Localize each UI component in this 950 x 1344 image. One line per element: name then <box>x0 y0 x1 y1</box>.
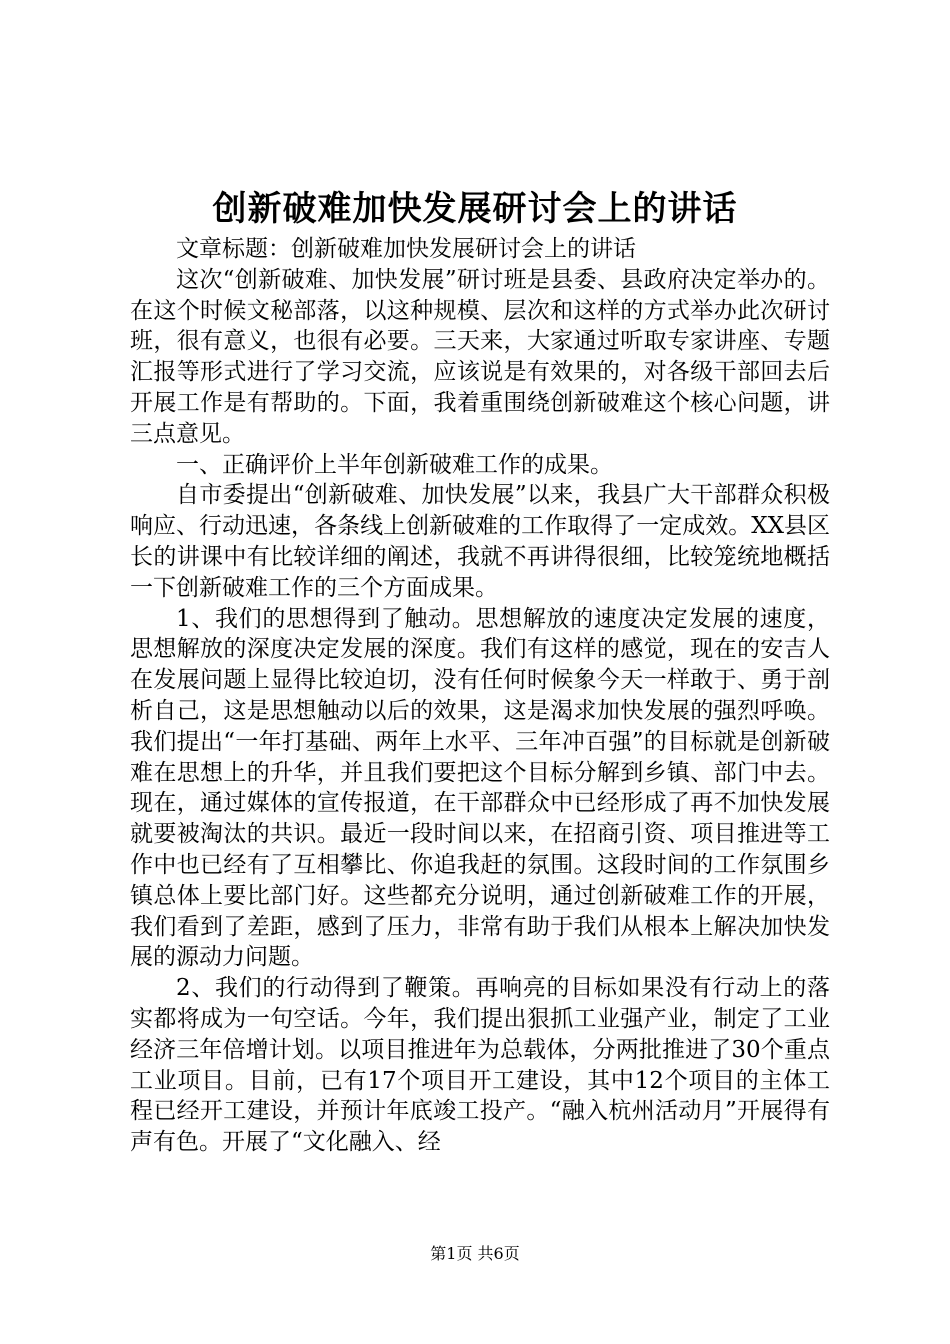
paragraph-section-intro: 自市委提出“创新破难、加快发展”以来，我县广大干部群众积极响应、行动迅速，各条线上创新破难的工作取得了一定成效。XX县区长的讲课中有比较详细的阐述，我就不再讲得很细，比较笼统地概括一下创新破难工作的三个方面成果。 <box>130 482 830 601</box>
document-body <box>130 234 830 1158</box>
paragraph-article-title: 文章标题：创新破难加快发展研讨会上的讲话 <box>176 236 636 262</box>
document-title: 创新破难加快发展研讨会上的讲话 <box>212 189 738 229</box>
paragraph-section-heading: 一、正确评价上半年创新破难工作的成果。 <box>176 451 613 478</box>
paragraph-intro: 这次“创新破难、加快发展”研讨班是县委、县政府决定举办的。在这个时候文秘部落，以这种规模、层次和这样的方式举办此次研讨班，很有意义，也很有必要。三天来，大家通过听取专家讲座、专题汇报等形式进行了学习交流，应该说是有效果的，对各级干部回去后开展工作是有帮助的。下面，我着重围绕创新破难这个核心问题，讲三点意见。 <box>130 266 830 447</box>
page-footer: 第1页 共6页 <box>430 1244 520 1263</box>
paragraph-point-1: 1、我们的思想得到了触动。思想解放的速度决定发展的速度，思想解放的深度决定发展的深度。我们有这样的感觉，现在的安吉人在发展问题上显得比较迫切，没有任何时候象今天一样敢于、勇于剖析自己，这是思想触动以后的效果，这是渴求加快发展的强烈呼唤。我们提出“一年打基础、两年上水平、三年冲百强”的目标就是创新破难在思想上的升华，并且我们要把这个目标分解到乡镇、部门中去。现在，通过媒体的宣传报道，在干部群众中已经形成了再不加快发展就要被淘汰的共识。最近一段时间以来，在招商引资、项目推进等工作中也已经有了互相攀比、你追我赶的氛围。这段时间的工作氛围乡镇总体上要比部门好。这些都充分说明，通过创新破难工作的开展，我们看到了差距，感到了压力，非常有助于我们从根本上解决加快发展的源动力问题。 <box>130 605 830 971</box>
paragraph-point-2: 2、我们的行动得到了鞭策。再响亮的目标如果没有行动上的落实都将成为一句空话。今年，我们提出狠抓工业强产业，制定了工业经济三年倍增计划。以项目推进年为总载体，分两批推进了30个重点工业项目。目前，已有17个项目开工建设，其中12个项目的主体工程已经开工建设，并预计年底竣工投产。“融入杭州活动月”开展得有声有色。开展了“文化融入、经 <box>130 975 830 1156</box>
